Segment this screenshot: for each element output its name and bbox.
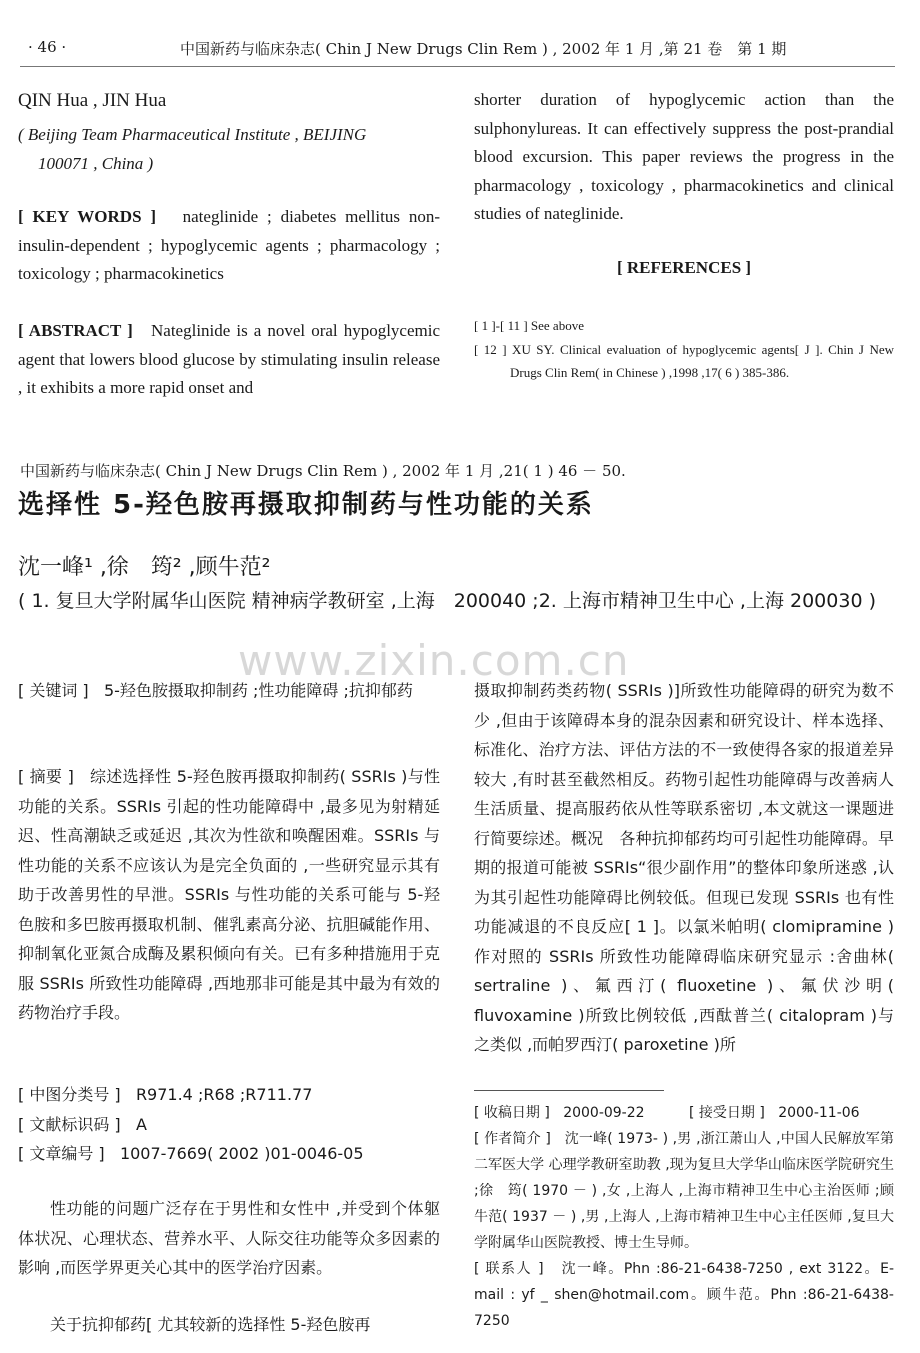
doc-code-value: A: [135, 1114, 147, 1134]
prev-abstract: [18, 317, 440, 403]
contact-text: 沈一峰。Phn :86-21-6438-7250 , ext 3122。E-mail : yf _ shen@hotmail.com。顾牛范。Phn :86-21-6438-7250: [474, 1261, 894, 1329]
accepted-date: 2000-11-06: [778, 1105, 860, 1121]
prev-keywords: [18, 203, 440, 289]
footnote-rule: [474, 1090, 664, 1091]
bio-text: 沈一峰( 1973- ) ,男 ,浙江萧山人 ,中国人民解放军第二军医大学 心理学教研室助教 ,现为复旦大学华山临床医学院研究生 ;徐 筠( 1970 － ) ,女 ,上海人 ,上海市精神卫生中心主治医师 ;顾牛范( 1937 － ) ,男 ,上海人 ,上海市精神卫生中心主任医师 ,复旦大学附属华山医院教授、博士生导师。: [474, 1131, 894, 1251]
prev-abstract-label: [ ABSTRACT ]: [18, 321, 133, 340]
received-label: [ 收稿日期 ]: [474, 1105, 550, 1121]
footnote: [474, 1100, 894, 1334]
body-paragraph-1: 性功能的问题广泛存在于男性和女性中 ,并受到个体躯体状况、心理状态、营养水平、人际交往功能等众多因素的影响 ,而医学界更关心其中的医学治疗因素。: [18, 1199, 440, 1277]
article-citation: 中国新药与临床杂志( Chin J New Drugs Clin Rem ) , 2002 年 1 月 ,21( 1 ) 46 － 50.: [20, 462, 626, 480]
body-right-column: 摄取抑制药类药物( SSRIs )]所致性功能障碍的研究为数不少 ,但由于该障碍本身的混杂因素和研究设计、样本选择、标准化、治疗方法、评估方法的不一致使得各家的报道差异较大 ,有时甚至截然相反。药物引起性功能障碍与改善病人生活质量、提高服药依从性等联系密切 ,本文就这一课题进行简要综述。概况 各种抗抑郁药均可引起性功能障碍。早期的报道可能被 SSRIs“很少副作用”的整体印象所迷惑 ,认为其引起性功能障碍比例较低。但现已发现 SSRIs 也有性功能减退的不良反应[ 1 ]。以氯米帕明( clomipramine )作对照的 SSRIs 所致性功能障碍临床研究显示 :舍曲林( sertraline )、氟西汀( fluoxetine )、氟伏沙明( fluvoxamine )所致比例较低 ,西酞普兰( citalopram )与之类似 ,而帕罗西汀( paroxetine )所: [474, 681, 894, 1054]
accepted-label: [ 接受日期 ]: [689, 1105, 765, 1121]
contact-label: [ 联系人 ]: [474, 1261, 544, 1277]
header-rule: [20, 66, 895, 67]
doc-code-row: [18, 1110, 440, 1140]
abstract-text: 综述选择性 5-羟色胺再摄取抑制药( SSRIs )与性功能的关系。SSRIs 引起的性功能障碍中 ,最多见为射精延迟、性高潮缺乏或延迟 ,其次为性欲和唤醒困难。SSRIs 与性功能的关系不应该认为是完全负面的 ,一些研究显示其有助于改善男性的早泄。SSRIs 与性功能的关系可能与 5-羟色胺和多巴胺再摄取机制、催乳素高分泌、抗胆碱能作用、抑制氧化亚氮合成酶及累积倾向有关。已有多种措施用于克服 SSRIs 所致性功能障碍 ,西地那非可能是其中最为有效的药物治疗手段。: [18, 767, 440, 1022]
prev-authors: QIN Hua , JIN Hua: [18, 90, 167, 111]
bio-label: [ 作者简介 ]: [474, 1131, 551, 1147]
clc-label: [ 中图分类号 ]: [18, 1085, 121, 1104]
article-no-label: [ 文章编号 ]: [18, 1144, 105, 1163]
reference-item: [ 1 ]-[ 11 ] See above: [474, 318, 584, 333]
prev-abstract-left: Nateglinide is a novel oral hypoglycemic agent that lowers blood glucose by stimulating insulin release , it exhibits a more rapid onset and: [18, 321, 441, 397]
article-abstract: [18, 762, 440, 1028]
article-affiliation: ( 1. 复旦大学附属华山医院 精神病学教研室 ,上海 200040 ;2. 上海市精神卫生中心 ,上海 200030 ): [18, 590, 876, 612]
dates-row: [474, 1100, 894, 1126]
prev-affiliation-line1: ( Beijing Team Pharmaceutical Institute , BEIJING: [18, 125, 367, 144]
article-keywords: [18, 676, 440, 706]
references-heading: [ REFERENCES ]: [616, 258, 752, 277]
prev-keywords-text: nateglinide ; diabetes mellitus non-insulin-dependent ; hypoglycemic agents ; pharmacology ; toxicology ; pharmacokinetics: [18, 207, 440, 283]
page-number: · 46 ·: [28, 38, 67, 56]
keywords-text: 5-羟色胺摄取抑制药 ;性功能障碍 ;抗抑郁药: [103, 681, 413, 700]
received-date: 2000-09-22: [563, 1105, 645, 1121]
article-no-row: [18, 1139, 440, 1169]
article-title: 选择性 5-羟色胺再摄取抑制药与性功能的关系: [18, 490, 594, 520]
clc-value: R971.4 ;R68 ;R711.77: [135, 1085, 313, 1104]
article-authors: 沈一峰¹ ,徐 筠² ,顾牛范²: [18, 555, 271, 580]
author-bio: [474, 1126, 894, 1256]
prev-keywords-label: [ KEY WORDS ]: [18, 207, 157, 226]
prev-abstract-continued: shorter duration of hypoglycemic action than the sulphonylureas. It can effectively suppress the post-prandial blood excursion. This paper reviews the progress in the pharmacology , toxicology , pharmacokinetics and clinical studies of nateglinide.: [474, 90, 894, 223]
clc-row: [18, 1080, 440, 1110]
article-metadata: [18, 1080, 440, 1169]
article-no-value: 1007-7669( 2002 )01-0046-05: [119, 1144, 364, 1163]
contact: [474, 1256, 894, 1334]
watermark: www.zixin.com.cn: [238, 636, 630, 685]
prev-affiliation: [18, 120, 448, 178]
reference-item: [ 12 ] XU SY. Clinical evaluation of hypoglycemic agents[ J ]. Chin J New Drugs Clin Rem( in Chinese ) ,1998 ,17( 6 ) 385-386.: [474, 342, 894, 380]
keywords-label: [ 关键词 ]: [18, 681, 89, 700]
body-paragraph-2: 关于抗抑郁药[ 尤其较新的选择性 5-羟色胺再: [50, 1315, 371, 1334]
abstract-label: [ 摘要 ]: [18, 767, 74, 786]
prev-affiliation-line2: 100071 , China ): [38, 154, 154, 173]
journal-header: 中国新药与临床杂志( Chin J New Drugs Clin Rem ) , 2002 年 1 月 ,第 21 卷 第 1 期: [180, 40, 787, 58]
doc-code-label: [ 文献标识码 ]: [18, 1114, 121, 1134]
